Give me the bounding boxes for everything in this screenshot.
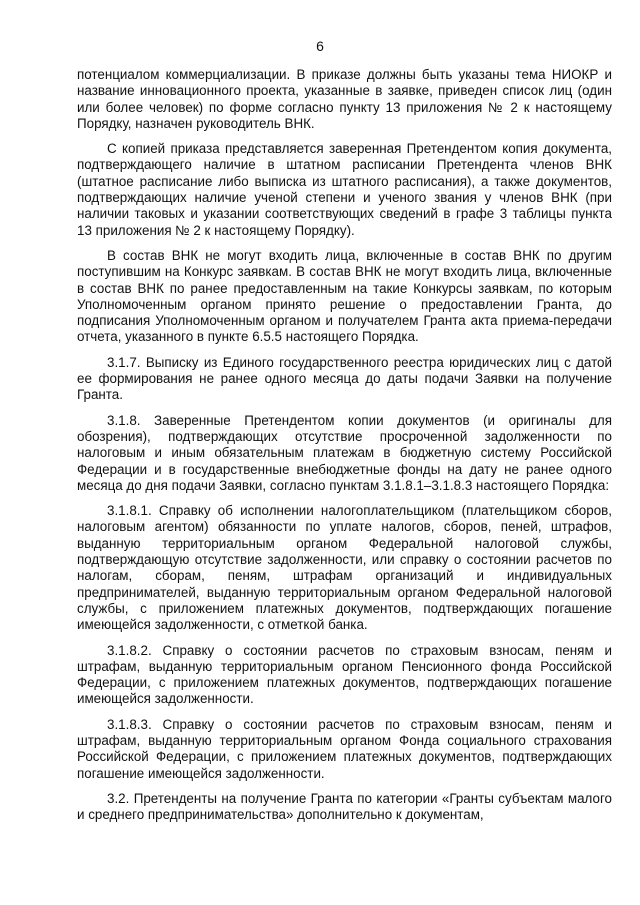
page-number: 6 bbox=[316, 38, 324, 54]
paragraph-3-1-7: 3.1.7. Выписку из Единого государственного реестра юридических лиц с датой ее формирования не ранее одного месяца до даты подачи Заявки на получение Гранта. bbox=[77, 354, 612, 403]
paragraph-vnk-composition: В состав ВНК не могут входить лица, включенные в состав ВНК по другим поступившим на Конкурс заявкам. В состав ВНК не могут входить лица, включенные в состав ВНК по ранее предоставленным на такие Конкурсы заявкам, по которым Уполномоченным органом принято решение о предоставлении Гранта, до подписания Уполномоченным органом и получателем Гранта акта приема-передачи отчета, указанного в пункте 6.5.5 настоящего Порядка. bbox=[77, 247, 612, 345]
paragraph-order-copy: С копией приказа представляется заверенная Претендентом копия документа, подтверждающего наличие в штатном расписании Претендента членов ВНК (штатное расписание либо выписка из штатного расписания), а также документов, подтверждающих наличие ученой степени и ученого звания у членов ВНК (при наличии таковых и указании соответствующих сведений в графе 3 таблицы пункта 13 приложения № 2 к настоящему Порядку). bbox=[77, 141, 612, 238]
paragraph-3-1-8-2: 3.1.8.2. Справку о состоянии расчетов по страховым взносам, пеням и штрафам, выданную территориальным органом Пенсионного фонда Российской Федерации, с приложением платежных документов, подтверждающих погашение имеющейся задолженности. bbox=[77, 642, 612, 707]
paragraph-3-1-8-3: 3.1.8.3. Справку о состоянии расчетов по страховым взносам, пеням и штрафам, выданную территориальным органом Фонда социального страхования Российской Федерации, с приложением платежных документов, подтверждающих погашение имеющейся задолженности. bbox=[77, 716, 612, 781]
paragraph-3-1-8-1: 3.1.8.1. Справку об исполнении налогоплательщиком (плательщиком сборов, налоговым агентом) обязанности по уплате налогов, сборов, пеней, штрафов, выданную территориальным органом Федеральной налоговой службы, подтверждающую отсутствие задолженности, или справку о состоянии расчетов по налогам, сборам, пеням, штрафам организаций и индивидуальных предпринимателей, выданную территориальным органом Федеральной налоговой службы, с приложением платежных документов, подтверждающих погашение имеющейся задолженности, с отметкой банка. bbox=[77, 503, 612, 633]
paragraph-3-1-8: 3.1.8. Заверенные Претендентом копии документов (и оригиналы для обозрения), подтверждающих отсутствие просроченной задолженности по налоговым и иным обязательным платежам в бюджетную систему Российской Федерации и в государственные внебюджетные фонды на дату не ранее одного месяца до дня подачи Заявки, согласно пунктам 3.1.8.1–3.1.8.3 настоящего Порядка: bbox=[77, 412, 612, 493]
paragraph-continuation: потенциалом коммерциализации. В приказе должны быть указаны тема НИОКР и название инновационного проекта, указанные в заявке, приведен список лиц (один или более человек) по форме согласно пункту 13 приложения № 2 к настоящему Порядку, назначен руководитель ВНК. bbox=[77, 67, 612, 131]
document-body bbox=[77, 67, 612, 823]
paragraph-3-2: 3.2. Претенденты на получение Гранта по категории «Гранты субъектам малого и среднего предпринимательства» дополнительно к документам, bbox=[77, 790, 612, 823]
